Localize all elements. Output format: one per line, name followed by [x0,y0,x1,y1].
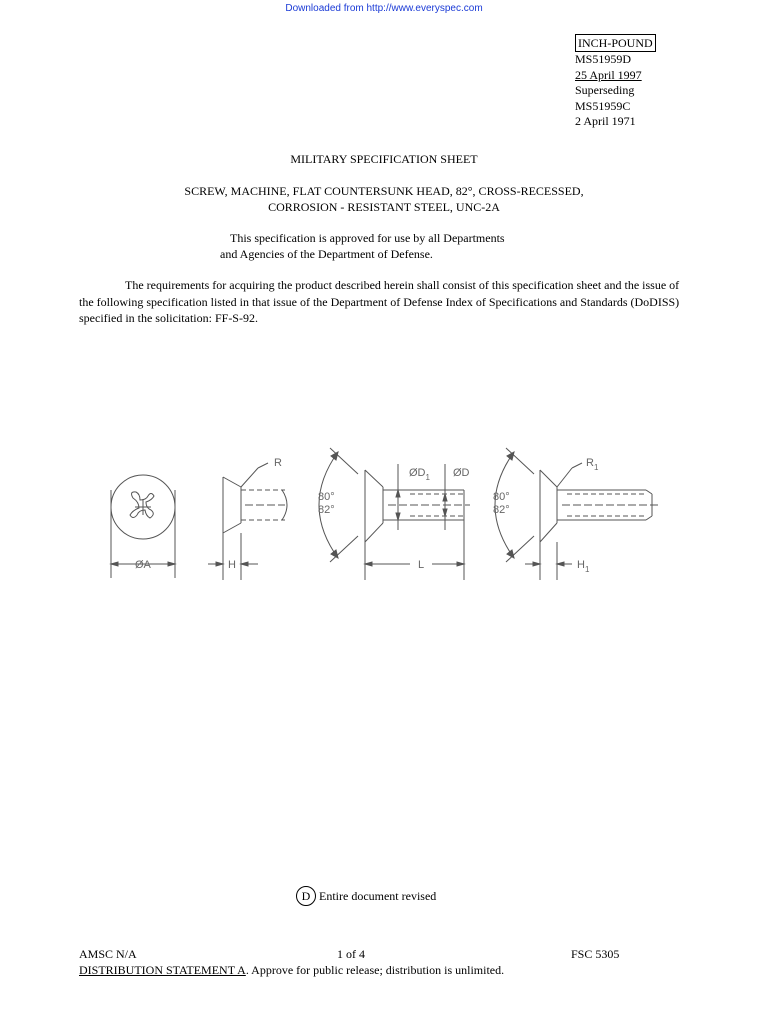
revision-symbol: D [296,886,316,906]
document-title: MILITARY SPECIFICATION SHEET [290,152,478,166]
revision-note [296,886,436,906]
dim-a-label: ØA [135,559,151,571]
angle-80-label-2: 80° [493,491,510,503]
distribution-label: DISTRIBUTION STATEMENT A [79,962,246,977]
approval-line-1: This specification is approved for use by all Departments [230,231,505,245]
dim-d-label: ØD [453,467,470,479]
requirements-paragraph [79,277,689,327]
page-number: 1 of 4 [337,947,365,961]
dim-h-label: H [228,559,236,571]
inch-pound-box: INCH-POUND [575,34,656,52]
fsc-code: FSC 5305 [571,947,620,961]
angle-82-label-2: 82° [493,504,510,516]
distribution-text: . Approve for public release; distribution is unlimited. [245,962,505,977]
subtitle-line-2: CORROSION - RESISTANT STEEL, UNC-2A [268,200,500,214]
doc-number: MS51959D [575,52,632,66]
download-link[interactable]: Downloaded from http://www.everyspec.com [285,3,483,14]
superseded-date: 2 April 1971 [575,114,636,128]
distribution-statement [79,963,504,979]
dim-l-label: L [418,559,425,571]
doc-date: 25 April 1997 [575,67,642,82]
angle-80-label-1: 80° [318,491,335,503]
footer-left [79,947,504,978]
dim-r1-label: $R_1$ [586,457,599,472]
document-header [575,34,656,130]
approval-statement [220,231,505,262]
dim-d1-label: $ØD_1$ [409,467,430,482]
dim-h1-label: $H_1$ [577,559,590,574]
superseding-label: Superseding [575,83,635,97]
angle-82-label-1: 82° [318,504,335,516]
cross-recess-icon [130,492,154,518]
superseded-number: MS51959C [575,98,631,113]
screw-drawing [0,430,768,590]
approval-line-2: and Agencies of the Department of Defense. [220,246,433,261]
requirements-text: The requirements for acquiring the product described herein shall consist of this specification sheet and the issue of the following specification listed in that issue of the Department of Defense Index of Specifications and Standards (DoDISS) specified in the solicitation: FF-S-92. [79,278,680,325]
dim-r-label: R [274,457,282,469]
revision-text: Entire document revised [319,889,437,903]
subtitle-line-1: SCREW, MACHINE, FLAT COUNTERSUNK HEAD, 82°, CROSS-RECESSED, [184,184,584,198]
amsc-label: AMSC N/A [79,947,137,961]
